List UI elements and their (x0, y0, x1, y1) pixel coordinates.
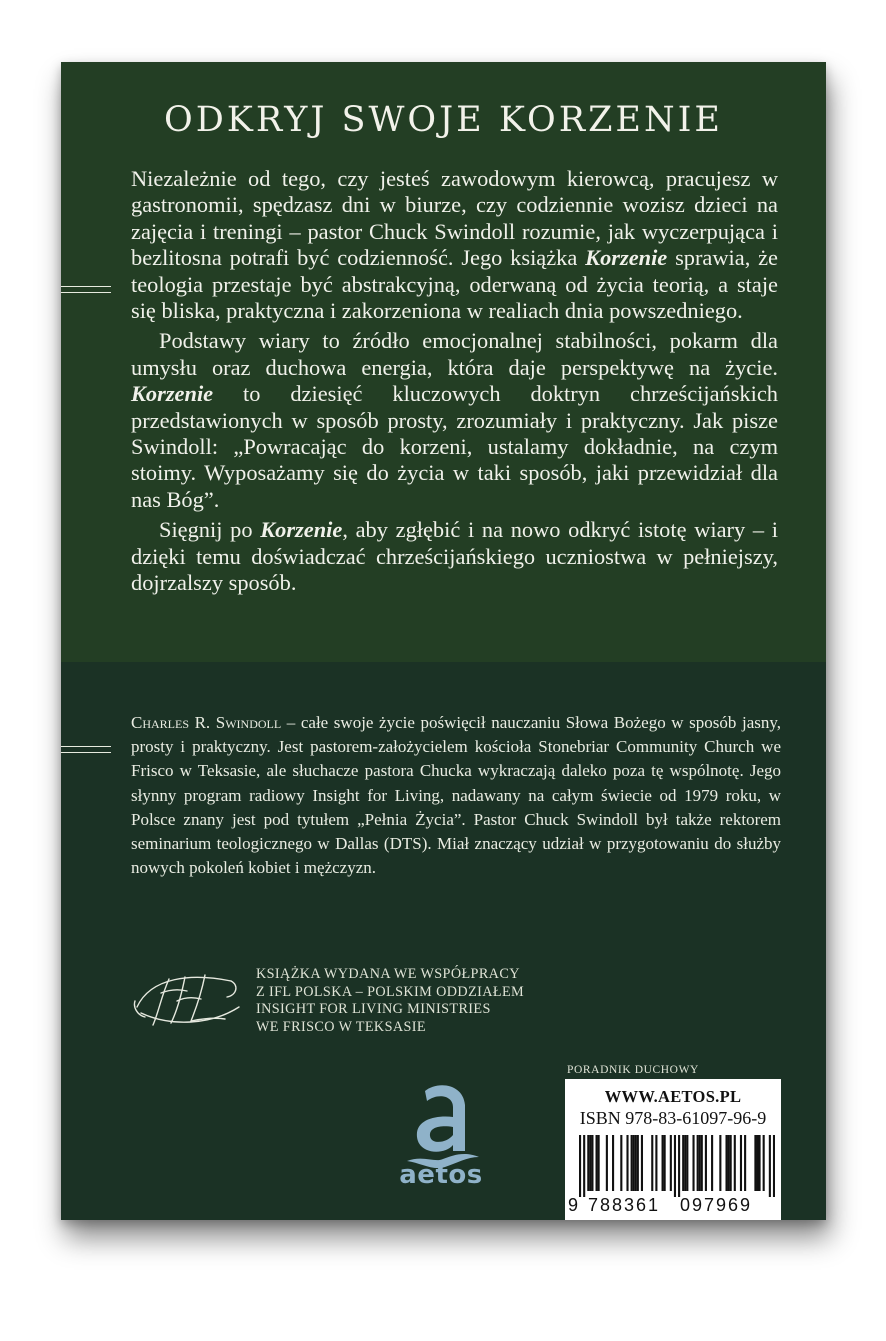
barcode-bar (662, 1135, 664, 1191)
barcode-bar (655, 1135, 657, 1191)
barcode-bar (730, 1135, 732, 1191)
blurb-text (131, 166, 778, 601)
barcode-bar (740, 1135, 742, 1191)
ifl-monogram-icon (131, 967, 243, 1033)
barcode-bar (598, 1135, 600, 1191)
ifl-line: KSIĄŻKA WYDANA WE WSPÓŁPRACY (256, 966, 520, 982)
barcode-bar (711, 1135, 713, 1191)
blurb-paragraph-1: Niezależnie od tego, czy jesteś zawodowym kierowcą, pracujesz w gastronomii, spędzasz dni w biurze, czy codziennie wozisz dzieci na zajęcia i treningi – pastor Chuck Swindoll rozumie, jak wyczerpująca i bezlitosna potrafi być codzienność. Jego książka Korzenie sprawia, że teologia przestaje być abstrakcyjną, oderwaną od życia teorią, a staje się bliska, praktyczna i zakorzeniona w realiach dnia powszedniego. (131, 166, 778, 324)
barcode-bar (596, 1135, 598, 1191)
barcode-bar (692, 1135, 694, 1191)
barcode-bar (684, 1135, 686, 1191)
book-title-inline: Korzenie (131, 381, 214, 407)
barcode-bar (725, 1135, 727, 1191)
book-title-inline: Korzenie (260, 517, 343, 543)
book-title-inline: Korzenie (585, 245, 668, 271)
barcode-bar (682, 1135, 684, 1191)
barcode-bar (763, 1135, 765, 1191)
blurb-panel (61, 62, 826, 662)
barcode-bar (705, 1135, 707, 1191)
barcode-bar (651, 1135, 653, 1191)
publisher-website: WWW.AETOS.PL (604, 1087, 742, 1106)
ifl-line: INSIGHT FOR LIVING MINISTRIES (256, 1001, 491, 1017)
barcode-bar (769, 1135, 771, 1197)
barcode-bar (591, 1135, 593, 1191)
barcode-bar (589, 1135, 591, 1191)
barcode-bar (606, 1135, 608, 1191)
category-label: PORADNIK DUCHOWY (567, 1064, 699, 1076)
barcode-bar (631, 1135, 633, 1191)
barcode-bar (744, 1135, 746, 1191)
author-panel (61, 662, 826, 1220)
isbn-number: ISBN 978-83-61097-96-9 (579, 1108, 767, 1128)
barcode-bar (734, 1135, 736, 1191)
author-name: Charles R. Swindoll (131, 713, 282, 732)
side-ornament-line (61, 746, 111, 753)
ifl-line: WE FRISCO W TEKSASIE (256, 1018, 426, 1035)
barcode-bar (633, 1135, 635, 1191)
ifl-line: Z IFL POLSKA – POLSKIM ODDZIAŁEM (256, 983, 525, 1000)
ean-right-group: 097969 (680, 1195, 753, 1215)
publisher-name: aetos (399, 1160, 483, 1190)
barcode-bar (664, 1135, 666, 1191)
barcode-bar (701, 1135, 703, 1191)
barcode-bar (670, 1135, 672, 1191)
barcode-bar (719, 1135, 721, 1191)
ean-left-group: 788361 (588, 1195, 661, 1215)
book-back-cover (61, 62, 826, 1220)
barcode-bar (583, 1135, 585, 1197)
author-bio: Charles R. Swindoll – całe swoje życie poświęcił nauczaniu Słowa Bożego w sposób jasny, prosty i praktyczny. Jest pastorem-założycielem kościoła Stonebriar Community Church we Frisco w Teksasie, ale słuchacze pastora Chucka wykraczają daleko poza tę wspólnotę. Jego słynny program radiowy Insight for Living, nadawany na całym świecie od 1979 roku, w Polsce znany jest pod tytułem „Pełnia Życia”. Pastor Chuck Swindoll był także rektorem seminarium teologicznego w Dallas (DTS). Miał znaczący udział w przygotowaniu do służby nowych pokoleń kobiet i mężczyzn. (131, 713, 781, 878)
barcode-bar (697, 1135, 699, 1191)
barcode-bar (637, 1135, 639, 1191)
barcode-box (565, 1079, 781, 1220)
blurb-paragraph-3: Sięgnij po Korzenie, aby zgłębić i na nowo odkryć istotę wiary – i dzięki temu doświadczać chrześcijańskiego uczniostwa w pełniejszy, dojrzalszy sposób. (131, 517, 778, 596)
barcode-bar (686, 1135, 688, 1191)
barcode-bar (635, 1135, 637, 1191)
barcode-bar (699, 1135, 701, 1191)
barcode-bars (579, 1135, 775, 1197)
barcode-bar (587, 1135, 589, 1191)
ifl-cooperation-note (256, 966, 596, 1036)
barcode-bar (620, 1135, 622, 1191)
ean-first-digit: 9 (568, 1195, 579, 1215)
barcode-bar (758, 1135, 760, 1191)
barcode-bar (579, 1135, 581, 1197)
side-ornament-line (61, 286, 111, 293)
barcode-bar (626, 1135, 628, 1191)
barcode-bar (728, 1135, 730, 1191)
cover-title: ODKRYJ SWOJE KORZENIE (164, 100, 723, 140)
barcode-bar (756, 1135, 758, 1191)
blurb-paragraph-2: Podstawy wiary to źródło emocjonalnej stabilności, pokarm dla umysłu oraz duchowa energia, która daje perspektywę na życie. Korzenie to dziesięć kluczowych doktryn chrześcijańskich przedstawionych w sposób prosty, zrozumiały i praktyczny. Jak pisze Swindoll: „Powracając do korzeni, ustalamy dokładnie, na czym stoimy. Wyposażamy się do życia w taki sposób, jaki przewidział dla nas Bóg”. (131, 328, 778, 512)
barcode-bar (674, 1135, 676, 1197)
barcode-bar (678, 1135, 680, 1197)
barcode-bar (641, 1135, 643, 1191)
barcode-bar (754, 1135, 756, 1191)
barcode-bar (612, 1135, 614, 1191)
barcode-bar (773, 1135, 775, 1197)
